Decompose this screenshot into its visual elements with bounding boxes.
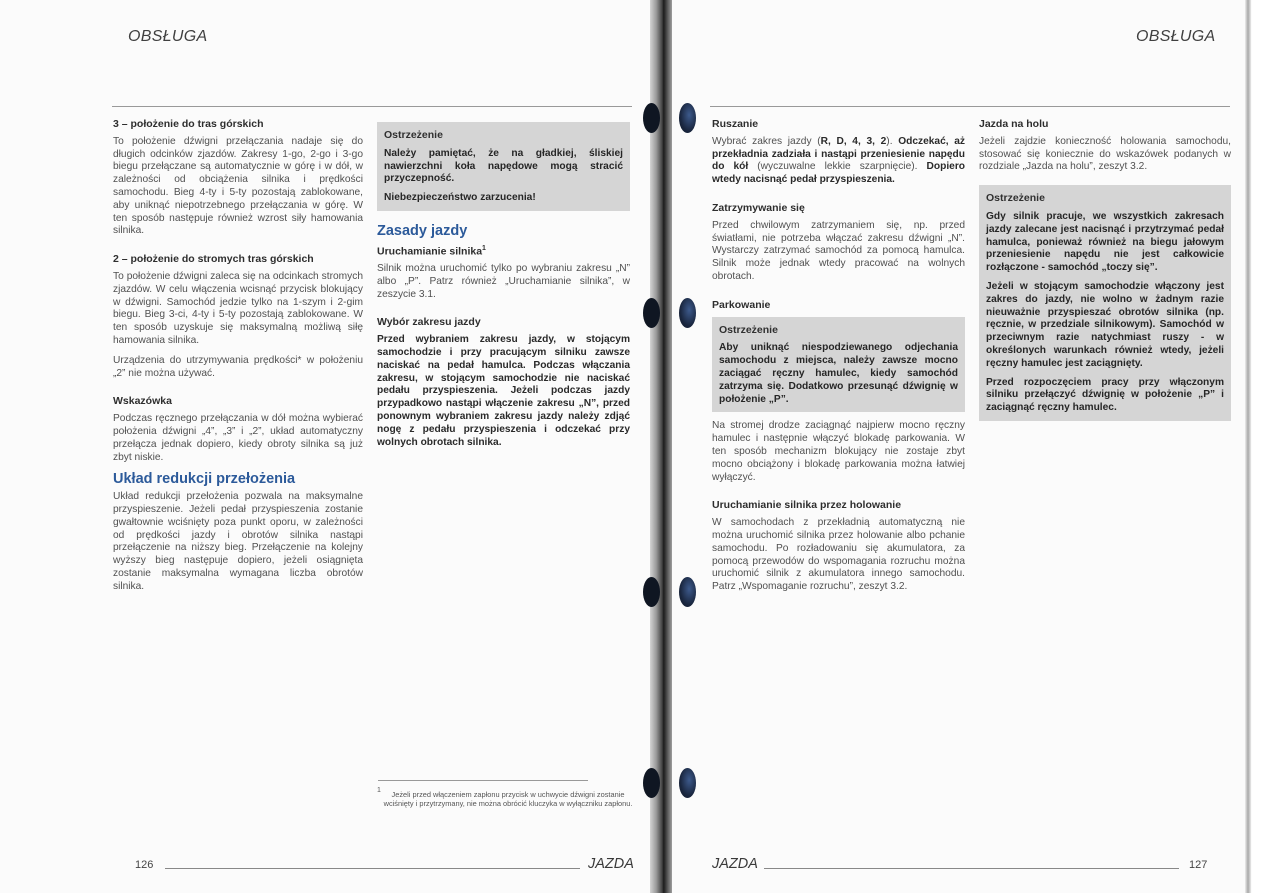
body-text: Jeżeli zajdzie konieczność holowania samochodu, stosować się koniecznie do wskazówek podanych w rozdziale „Jazda na holu”, zeszyt 3.2. (979, 135, 1231, 173)
left-col-2 (377, 122, 630, 456)
section-heading: Zatrzymywanie się (712, 201, 805, 214)
text-run: Wybrać zakres jazdy ( (712, 135, 821, 147)
section-heading (377, 243, 630, 258)
footer-title: JAZDA (712, 856, 758, 872)
warning-text: Aby uniknąć niespodziewanego odjechania samochodu z miejsca, należy zawsze mocno zaciągać ręczny hamulec, kiedy samochód zatrzyma się. Dodatkowo przesunąć dźwignię w położenie „P”. (719, 342, 958, 405)
heading-text: Uruchamianie silnika (377, 245, 483, 258)
warning-title: Ostrzeżenie (384, 129, 443, 141)
punch-hole (679, 768, 696, 798)
section-title: Zasady jazdy (377, 222, 468, 239)
section-heading: Parkowanie (712, 298, 771, 311)
punch-hole (643, 577, 660, 607)
right-col-2 (979, 118, 1231, 429)
tip-heading: Wskazówka (113, 395, 172, 408)
punch-hole (643, 298, 660, 328)
warning-box (979, 185, 1231, 421)
section-heading: Jazda na holu (979, 118, 1049, 130)
footer-rule (165, 868, 580, 869)
text-run: Dopiero wtedy nacisnąć pedał przyspieszenia. (712, 161, 966, 186)
body-text: Urządzenia do utrzymywania prędkości* w położeniu „2” nie można używać. (113, 354, 363, 379)
page-edge (1245, 0, 1251, 893)
footnote-rule (378, 780, 588, 781)
section-title: Układ redukcji przełożenia (113, 471, 296, 488)
warning-box (377, 122, 630, 211)
body-text (712, 136, 965, 187)
right-page-header: OBSŁUGA (1136, 28, 1216, 45)
header-rule (112, 106, 632, 107)
body-text: Przed wybraniem zakresu jazdy, w stojącym samochodzie i przy pracującym silniku zawsze naciskać na pedał hamulca. Podczas włączania zakresu, w stojącym samochodzie nie naciskać pedału przyspieszenia. Jeżeli podczas jazdy przypadkowo nastąpi włączenie zakresu „N”, przed ponownym wybraniem zakresu jazdy należy zdjąć nogę z pedału przyspieszenia i odczekać przy wolnych obrotach silnika. (377, 334, 630, 448)
section-heading: 3 – położenie do tras górskich (113, 118, 264, 130)
body-text: To położenie dźwigni przełączania nadaje się do długich odcinków zjazdów. Zakresy 1-go, 2-go i 3-go biegu przełączane są automatycznie w górę i w dół, w zależności od obciążenia silnika i prędkości samochodu. Bieg 4-ty i 5-ty pozostają zablokowane, aby uniknąć niepotrzebnego przełączania w górę. W ten sposób następuje również wzrost siły hamowania silnika. (113, 135, 363, 237)
tip-text: Podczas ręcznego przełączania w dół można wybierać położenia dźwigni „4”, „3” i „2”, układ automatyczny przełącza jednak dopiero, kiedy obroty silnika są już zbyt niskie. (113, 413, 363, 463)
warning-text: Przed rozpoczęciem pracy przy włączonym silniku przełączyć dźwignię w położenie „P” i zaciągnąć ręczny hamulec. (986, 376, 1224, 414)
footnote-text: Jeżeli przed włączeniem zapłonu przycisk w uchwycie dźwigni zostanie wciśnięty i przytrzymany, nie można obrócić kluczyka w wyłączniku zapłonu. (383, 790, 633, 809)
right-col-1 (712, 118, 965, 601)
warning-title: Ostrzeżenie (986, 192, 1045, 205)
footnote-mark: 1 (377, 787, 381, 794)
text-run: ). (886, 135, 899, 147)
warning-text: Należy pamiętać, że na gładkiej, śliskiej nawierzchni koła napędowe mogą stracić przyczepność. (384, 147, 623, 185)
body-text: Przed chwilowym zatrzymaniem się, np. przed światłami, nie potrzeba włączać zakresu dźwigni „N”. Wystarczy zatrzymać samochód za pomocą hamulca. Silnik może jednak wtedy pracować na wolnych obrotach. (712, 219, 965, 282)
footer-rule (764, 868, 1179, 869)
punch-hole (679, 577, 696, 607)
page-number: 127 (1189, 859, 1208, 871)
page-number: 126 (135, 859, 154, 871)
warning-title: Ostrzeżenie (719, 323, 778, 336)
punch-hole (679, 103, 696, 133)
footer-title: JAZDA (588, 856, 634, 872)
left-page-header: OBSŁUGA (128, 28, 208, 45)
header-rule (710, 106, 1230, 107)
body-text: Silnik można uruchomić tylko po wybraniu zakresu „N” albo „P”. Patrz również „Uruchamianie silnika”, w zeszycie 3.1. (377, 263, 630, 300)
text-run: (wyczuwalne lekkie szarpnięcie). (748, 161, 927, 173)
warning-text: Jeżeli w stojącym samochodzie włączony jest zakres do jazdy, nie wolno w żadnym razie nieuważnie przyspieszać obrotów silnika (np. ręcznie, w przedziale silnikowym). Samochód w przeciwnym razie natychmiast ruszy - w określonych warunkach również wtedy, jeżeli ręczny hamulec jest zaciągnięty. (986, 280, 1224, 369)
punch-hole (643, 768, 660, 798)
section-heading: Wybór zakresu jazdy (377, 316, 481, 329)
body-text: Na stromej drodze zaciągnąć najpierw mocno ręczny hamulec i następnie włączyć blokadę parkowania. W ten sposób mechanizm blokujący nie zostaje zbyt mocno obciążony i blokadę parkowania można łatwiej wyłączyć. (712, 420, 965, 483)
footnote (377, 787, 633, 809)
body-text: W samochodach z przekładnią automatyczną nie można uruchomić silnika przez holowanie albo pchanie samochodu. Po rozładowaniu się akumulatora, za pomocą przewodów do wspomagania rozruchu można uruchomić silnik z akumulatora innego samochodu. Patrz „Wspomaganie rozruchu”, zeszyt 3.2. (712, 517, 965, 593)
section-heading: Ruszanie (712, 118, 759, 130)
punch-hole (643, 103, 660, 133)
left-col-1 (113, 118, 363, 601)
right-page (672, 0, 1252, 893)
section-heading: 2 – położenie do stromych tras górskich (113, 253, 314, 266)
warning-text: Gdy silnik pracuje, we wszystkich zakresach jazdy zalecane jest nacisnąć i przytrzymać pedał hamulca, ponieważ również na biegu jałowym przeniesienie napędu nie jest całkowicie rozłączone - samochód „toczy się”. (986, 210, 1224, 274)
body-text: To położenie dźwigni zaleca się na odcinkach stromych zjazdów. W celu włączenia wcisnąć przycisk blokujący w dźwigni. Samochód jedzie tylko na 1-szym i 2-gim biegu. Bieg 3-ci, 4-ty i 5-ty pozostają zablokowane. W ten sposób uzyskuje się maksymalną możliwą siłę hamowania silnika. (113, 270, 363, 346)
text-run: Odczekać, aż przekładnia zadziała i nastąpi przeniesienie napędu do kół (712, 135, 966, 173)
warning-box (712, 317, 965, 413)
body-text: Układ redukcji przełożenia pozwala na maksymalne przyspieszenie. Jeżeli pedał przyspieszenia zostanie gwałtownie wciśnięty poza punkt oporu, w zależności od prędkości jazdy i obrotów silnika nastąpi przełączenie na niższy bieg. Przełączenie na kolejny wyższy bieg następuje dopiero, jeżeli osiągnięta zostanie maksymalna wymagana liczba obrotów silnika. (113, 491, 363, 592)
text-run: R, D, 4, 3, 2 (820, 135, 887, 147)
punch-hole (679, 298, 696, 328)
section-heading: Uruchamianie silnika przez holowanie (712, 499, 902, 512)
footnote-ref: 1 (482, 244, 486, 252)
warning-text: Niebezpieczeństwo zarzucenia! (384, 192, 536, 204)
